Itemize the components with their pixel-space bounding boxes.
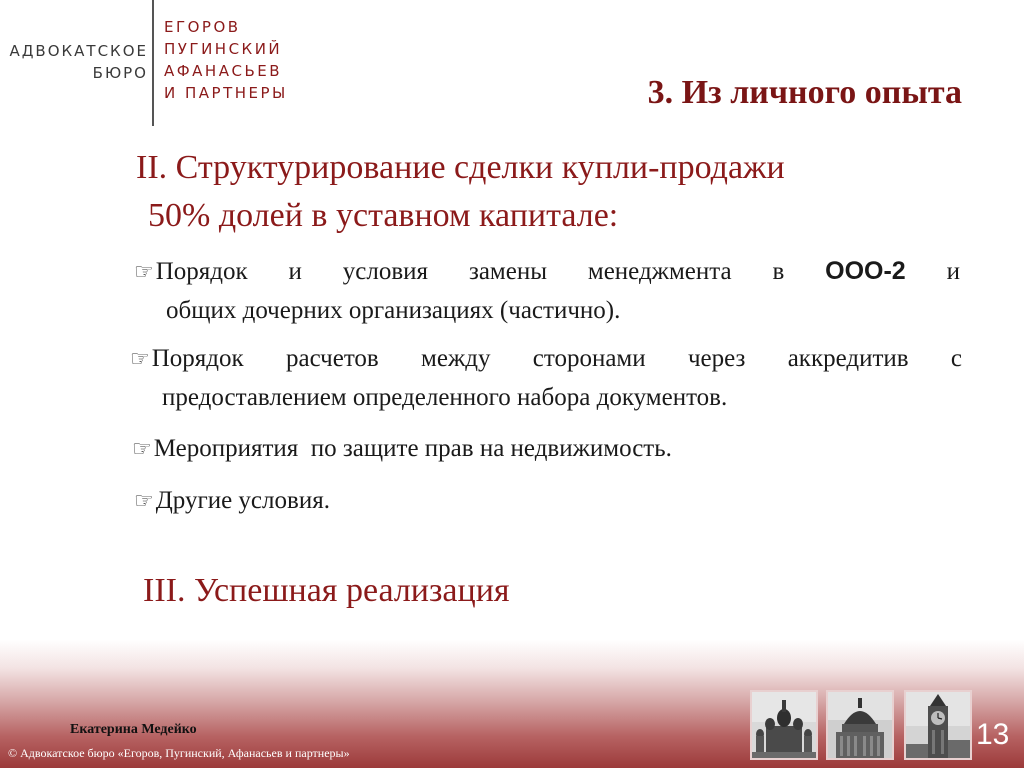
bullet-item-payments — [130, 340, 962, 417]
subheading-structuring — [136, 144, 976, 240]
clock-tower-icon — [906, 692, 970, 758]
logo-right-text — [164, 16, 288, 104]
subheading-success: III. Успешная реализация — [143, 572, 510, 609]
bullet-line — [130, 340, 962, 379]
pointing-hand-icon: ☞ — [134, 489, 154, 514]
bullet-text: Другие условия. — [155, 487, 330, 514]
bullet-item-property-rights — [132, 430, 932, 469]
dome-cathedral-icon — [828, 692, 892, 758]
pointing-hand-icon: ☞ — [132, 437, 152, 462]
logo-right-line4: И ПАРТНЕРЫ — [164, 84, 288, 102]
bullet-text: Порядок расчетов между сторонами через аккредитив с — [151, 345, 962, 372]
page-number: 13 — [976, 718, 1010, 751]
bullet-text: и — [905, 258, 960, 285]
logo-left-line1: АДВОКАТСКОЕ — [9, 42, 148, 60]
bullet-item-other-conditions — [134, 482, 934, 521]
bullet-line: общих дочерних организациях (частично). — [166, 297, 621, 324]
logo-left-line2: БЮРО — [92, 64, 148, 82]
bullet-line: предоставлением определенного набора документов. — [162, 384, 728, 411]
logo-right-line3: АФАНАСЬЕВ — [164, 62, 283, 80]
bullet-line — [134, 252, 960, 292]
section-title: 3. Из личного опыта — [647, 74, 962, 111]
cathedral-photo — [750, 690, 818, 760]
pointing-hand-icon: ☞ — [134, 260, 154, 285]
subheading-line2: 50% долей в уставном капитале: — [148, 197, 619, 234]
bullet-text: Мероприятия по защите прав на недвижимость. — [153, 435, 672, 462]
copyright-text: © Адвокатское бюро «Егоров, Пугинский, Афанасьев и партнеры» — [8, 746, 350, 760]
dome-cathedral-photo — [826, 690, 894, 760]
logo-right-line1: ЕГОРОВ — [164, 18, 241, 36]
author-name: Екатерина Медейко — [70, 722, 197, 737]
logo-left-text — [0, 40, 148, 84]
bullet-bold-text: ООО-2 — [825, 257, 906, 285]
logo-divider — [152, 0, 154, 126]
bullet-text: Порядок и условия замены менеджмента в — [155, 258, 826, 285]
cathedral-icon — [752, 692, 816, 758]
logo-right-line2: ПУГИНСКИЙ — [164, 40, 283, 58]
subheading-line1: II. Структурирование сделки купли-продажи — [136, 149, 785, 186]
clock-tower-photo — [904, 690, 972, 760]
pointing-hand-icon: ☞ — [130, 347, 150, 372]
bullet-item-management — [134, 252, 960, 330]
